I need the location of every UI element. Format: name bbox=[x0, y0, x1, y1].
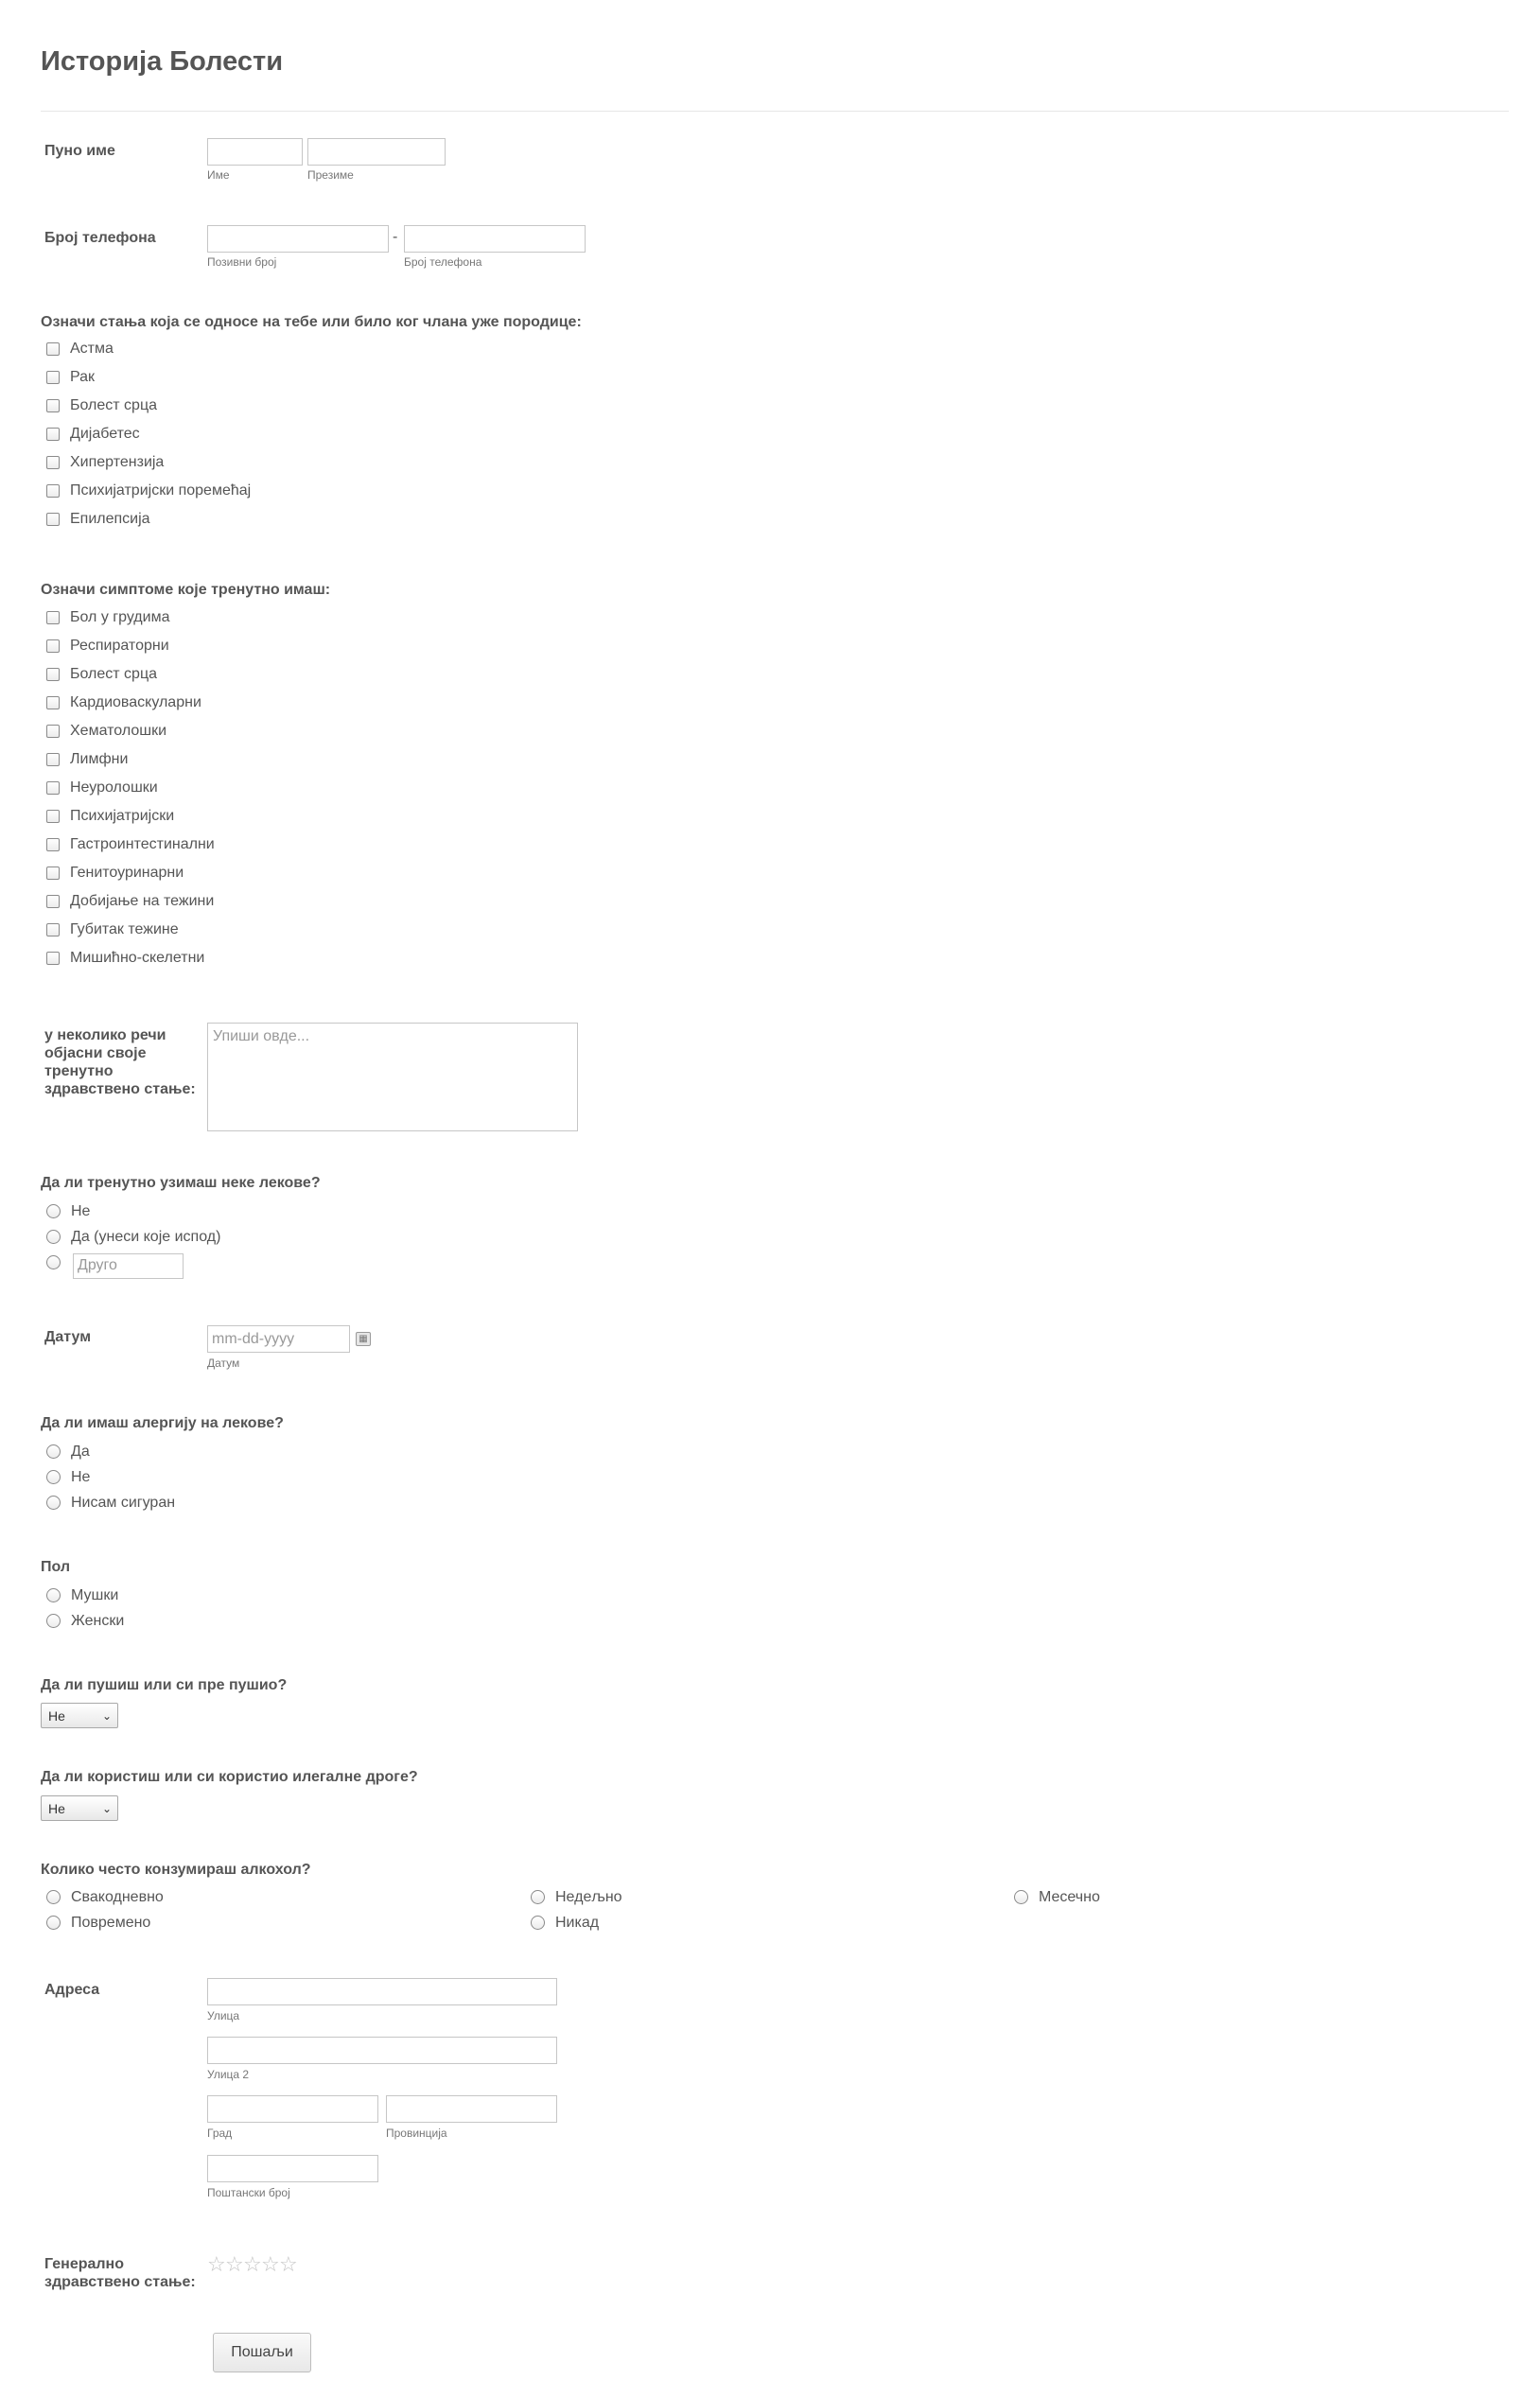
area-code-sublabel: Позивни број bbox=[207, 255, 277, 269]
condition-option-epilepsy[interactable]: Епилепсија bbox=[41, 505, 251, 534]
city-input[interactable] bbox=[207, 2095, 378, 2123]
star-rating[interactable] bbox=[207, 2254, 297, 2275]
checkbox[interactable] bbox=[46, 810, 60, 823]
radio[interactable] bbox=[46, 1230, 61, 1244]
radio[interactable] bbox=[46, 1470, 61, 1484]
checkbox[interactable] bbox=[46, 456, 60, 469]
radio[interactable] bbox=[46, 1255, 61, 1269]
zip-input[interactable] bbox=[207, 2155, 378, 2182]
checkbox[interactable] bbox=[46, 611, 60, 624]
allergy-question: Да ли имаш алергију на лекове? bbox=[41, 1415, 284, 1431]
rating-label: Генерално здравствено стање: bbox=[44, 2256, 196, 2290]
drugs-select[interactable] bbox=[41, 1795, 118, 1821]
drugs-select-value: Не bbox=[48, 1800, 65, 1816]
alcohol-option-monthly[interactable]: Месечно bbox=[1008, 1884, 1100, 1910]
symptoms-list bbox=[41, 604, 215, 972]
medication-other-input[interactable] bbox=[73, 1253, 184, 1279]
radio[interactable] bbox=[46, 1496, 61, 1510]
checkbox[interactable] bbox=[46, 484, 60, 498]
street-input[interactable] bbox=[207, 1978, 557, 2005]
checkbox[interactable] bbox=[46, 838, 60, 851]
star-icon[interactable]: ☆ bbox=[279, 2252, 298, 2276]
province-input[interactable] bbox=[386, 2095, 557, 2123]
alcohol-option-never[interactable]: Никад bbox=[525, 1910, 599, 1935]
allergy-option-yes[interactable]: Да bbox=[41, 1439, 175, 1464]
checkbox[interactable] bbox=[46, 696, 60, 709]
submit-button[interactable]: Пошаљи bbox=[213, 2333, 311, 2372]
gender-option-male[interactable]: Мушки bbox=[41, 1583, 124, 1608]
street2-input[interactable] bbox=[207, 2037, 557, 2064]
checkbox[interactable] bbox=[46, 725, 60, 738]
allergy-options bbox=[41, 1439, 175, 1515]
allergy-option-unsure[interactable]: Нисам сигуран bbox=[41, 1490, 175, 1515]
phone-label: Број телефона bbox=[44, 230, 156, 246]
symptom-option[interactable]: Респираторни bbox=[41, 632, 215, 660]
date-label: Датум bbox=[44, 1329, 92, 1345]
province-sublabel: Провинција bbox=[386, 2127, 447, 2140]
health-explain-label: у неколико речи објасни своје тренутно здравствено стање: bbox=[44, 1027, 196, 1097]
date-sublabel: Датум bbox=[207, 1357, 240, 1370]
date-input[interactable] bbox=[207, 1325, 350, 1353]
address-label: Адреса bbox=[44, 1982, 100, 1998]
symptom-option[interactable]: Генитоуринарни bbox=[41, 859, 215, 887]
checkbox[interactable] bbox=[46, 342, 60, 356]
drugs-question: Да ли користиш или си користио илегалне дроге? bbox=[41, 1769, 418, 1785]
radio[interactable] bbox=[46, 1444, 61, 1459]
symptom-option[interactable]: Добијање на тежини bbox=[41, 887, 215, 916]
alcohol-option-weekly[interactable]: Недељно bbox=[525, 1884, 622, 1910]
last-name-sublabel: Презиме bbox=[307, 168, 354, 182]
first-name-input[interactable] bbox=[207, 138, 303, 166]
allergy-option-no[interactable]: Не bbox=[41, 1464, 175, 1490]
radio[interactable] bbox=[531, 1916, 545, 1930]
area-code-input[interactable] bbox=[207, 225, 389, 253]
condition-option-asthma[interactable]: Астма bbox=[41, 335, 251, 363]
checkbox[interactable] bbox=[46, 371, 60, 384]
symptom-option[interactable]: Бол у грудима bbox=[41, 604, 215, 632]
form-title: Историја Болести bbox=[41, 46, 284, 77]
star-icon[interactable]: ☆ bbox=[225, 2252, 244, 2276]
chevron-down-icon: ⌄ bbox=[101, 1708, 112, 1723]
medication-option-other[interactable] bbox=[41, 1250, 220, 1282]
checkbox[interactable] bbox=[46, 399, 60, 412]
alcohol-question: Колико често конзумираш алкохол? bbox=[41, 1862, 311, 1878]
symptom-option[interactable]: Мишићно-скелетни bbox=[41, 944, 215, 972]
radio[interactable] bbox=[46, 1916, 61, 1930]
radio[interactable] bbox=[531, 1890, 545, 1904]
smoking-question: Да ли пушиш или си пре пушио? bbox=[41, 1677, 288, 1693]
symptom-option[interactable]: Гастроинтестинални bbox=[41, 831, 215, 859]
condition-option-cancer[interactable]: Рак bbox=[41, 363, 251, 392]
checkbox[interactable] bbox=[46, 781, 60, 795]
health-explain-textarea[interactable] bbox=[207, 1023, 578, 1131]
symptom-option[interactable]: Неуролошки bbox=[41, 774, 215, 802]
checkbox[interactable] bbox=[46, 428, 60, 441]
conditions-question: Означи стања која се односе на тебе или било ког члана уже породице: bbox=[41, 314, 582, 330]
last-name-input[interactable] bbox=[307, 138, 446, 166]
checkbox[interactable] bbox=[46, 753, 60, 766]
conditions-list bbox=[41, 335, 251, 534]
calendar-icon[interactable]: ▦ bbox=[356, 1332, 371, 1346]
full-name-label: Пуно име bbox=[44, 143, 115, 159]
gender-option-female[interactable]: Женски bbox=[41, 1608, 124, 1634]
symptom-option[interactable]: Губитак тежине bbox=[41, 916, 215, 944]
title-divider bbox=[41, 111, 1509, 112]
gender-question: Пол bbox=[41, 1559, 71, 1575]
city-sublabel: Град bbox=[207, 2127, 233, 2140]
smoking-select[interactable] bbox=[41, 1703, 118, 1728]
checkbox[interactable] bbox=[46, 895, 60, 908]
street-sublabel: Улица bbox=[207, 2009, 240, 2022]
star-icon[interactable]: ☆ bbox=[243, 2252, 262, 2276]
symptom-option[interactable]: Лимфни bbox=[41, 745, 215, 774]
checkbox[interactable] bbox=[46, 513, 60, 526]
medication-option-no[interactable]: Не bbox=[41, 1199, 220, 1224]
medication-option-yes[interactable]: Да (унеси које испод) bbox=[41, 1224, 220, 1250]
symptom-option[interactable]: Психијатријски bbox=[41, 802, 215, 831]
condition-option-diabetes[interactable]: Дијабетес bbox=[41, 420, 251, 448]
checkbox[interactable] bbox=[46, 923, 60, 936]
phone-separator: - bbox=[393, 229, 398, 245]
condition-option-psychiatric[interactable]: Психијатријски поремећај bbox=[41, 477, 251, 505]
symptom-option[interactable]: Кардиоваскуларни bbox=[41, 689, 215, 717]
phone-number-input[interactable] bbox=[404, 225, 586, 253]
condition-option-hypertension[interactable]: Хипертензија bbox=[41, 448, 251, 477]
first-name-sublabel: Име bbox=[207, 168, 230, 182]
street2-sublabel: Улица 2 bbox=[207, 2068, 250, 2081]
condition-option-heart-disease[interactable]: Болест срца bbox=[41, 392, 251, 420]
checkbox[interactable] bbox=[46, 668, 60, 681]
chevron-down-icon: ⌄ bbox=[101, 1801, 112, 1815]
medications-question: Да ли тренутно узимаш неке лекове? bbox=[41, 1175, 321, 1191]
radio[interactable] bbox=[1014, 1890, 1028, 1904]
radio[interactable] bbox=[46, 1588, 61, 1602]
checkbox[interactable] bbox=[46, 952, 60, 965]
gender-options bbox=[41, 1583, 124, 1634]
alcohol-option-daily[interactable]: Свакодневно bbox=[41, 1884, 164, 1910]
zip-sublabel: Поштански број bbox=[207, 2186, 290, 2199]
radio[interactable] bbox=[46, 1890, 61, 1904]
star-icon[interactable]: ☆ bbox=[261, 2252, 280, 2276]
radio[interactable] bbox=[46, 1614, 61, 1628]
smoking-select-value: Не bbox=[48, 1707, 65, 1724]
phone-number-sublabel: Број телефона bbox=[404, 255, 482, 269]
alcohol-option-occasionally[interactable]: Повремено bbox=[41, 1910, 150, 1935]
checkbox[interactable] bbox=[46, 639, 60, 653]
radio[interactable] bbox=[46, 1204, 61, 1218]
star-icon[interactable]: ☆ bbox=[207, 2252, 226, 2276]
checkbox[interactable] bbox=[46, 866, 60, 880]
symptom-option[interactable]: Хематолошки bbox=[41, 717, 215, 745]
symptom-option[interactable]: Болест срца bbox=[41, 660, 215, 689]
medications-options bbox=[41, 1199, 220, 1282]
symptoms-question: Означи симптоме које тренутно имаш: bbox=[41, 582, 331, 598]
